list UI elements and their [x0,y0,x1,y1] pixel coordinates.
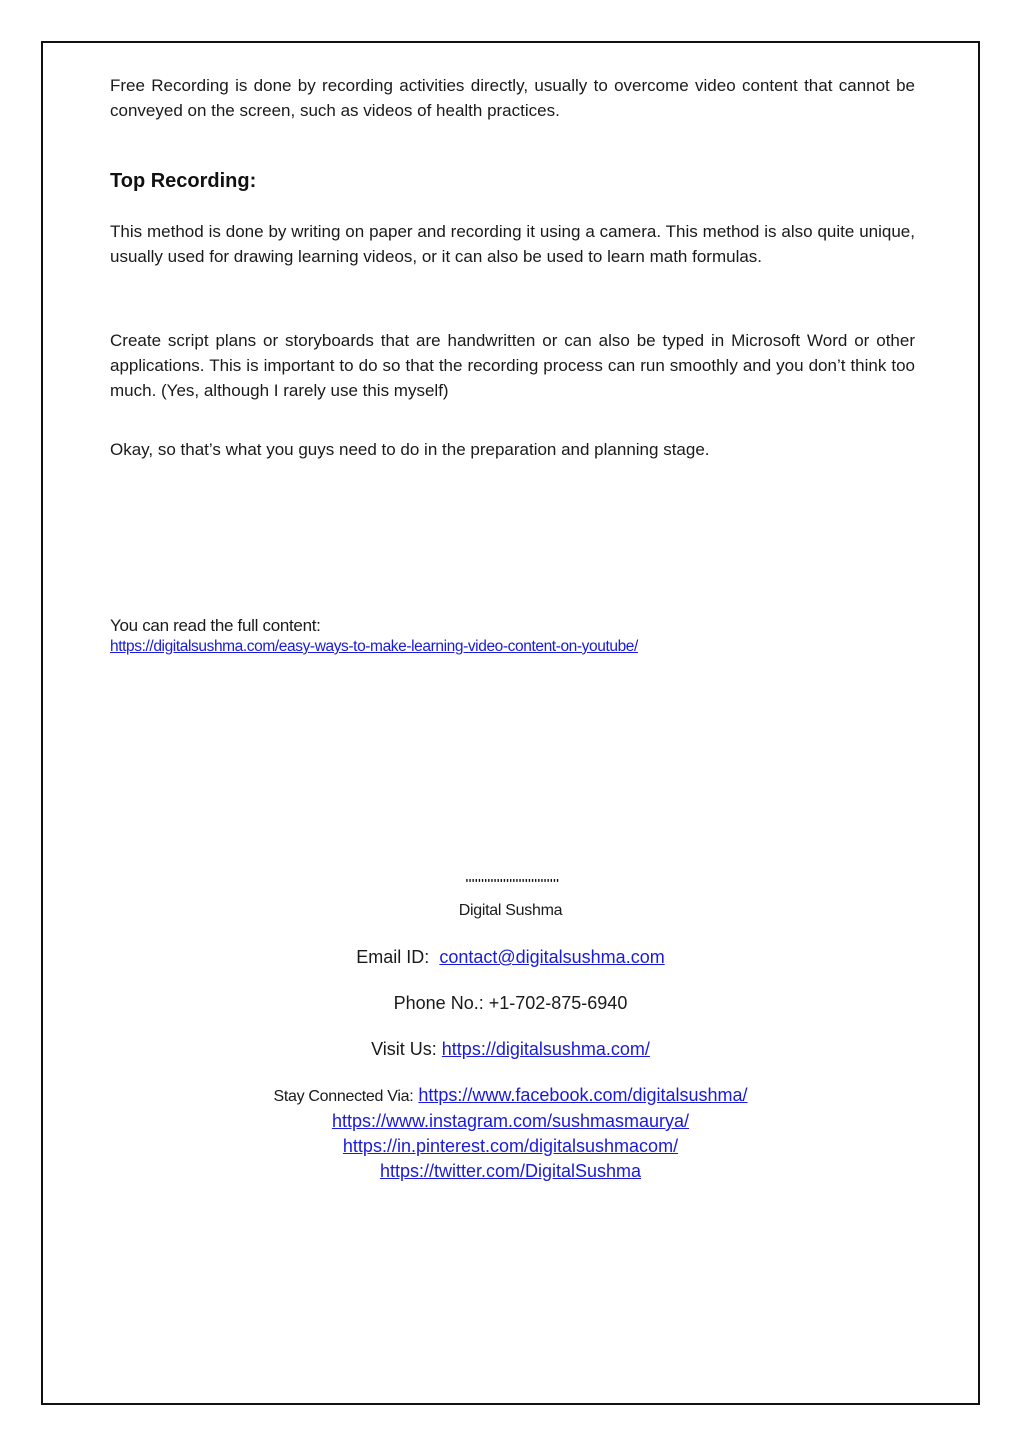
facebook-link[interactable]: https://www.facebook.com/digitalsushma/ [418,1085,748,1105]
email-link[interactable]: contact@digitalsushma.com [439,947,665,967]
read-more [110,615,915,657]
article-body [110,73,915,123]
visit-label: Visit Us: [371,1039,437,1059]
website-link[interactable]: https://digitalsushma.com/ [441,1039,650,1059]
email-line [41,945,980,969]
paragraph-top-recording: This method is done by writing on paper and recording it using a camera. This method is also quite unique, usually used for drawing learning videos, or it can also be used to learn math formulas. [110,222,915,266]
brand-name: Digital Sushma [458,902,563,919]
decorative-divider: '''''''''''''''''''''''''''''' [463,877,558,890]
phone-line [41,991,980,1015]
footer [41,878,980,1184]
section-heading: Top Recording: [110,170,257,192]
social-links [41,1083,980,1184]
phone-number: +1-702-875-6940 [488,993,628,1013]
instagram-link[interactable]: https://www.instagram.com/sushmasmaurya/ [331,1111,690,1131]
phone-label: Phone No.: [393,993,484,1013]
social-label: Stay Connected Via: [273,1088,414,1105]
section-top-recording [110,170,915,193]
visit-line [41,1037,980,1061]
paragraph-free-recording: Free Recording is done by recording activities directly, usually to overcome video content that cannot be conveyed on the screen, such as videos of health practices. [110,76,915,120]
pinterest-link[interactable]: https://in.pinterest.com/digitalsushmacom/ [342,1136,679,1156]
read-more-label: You can read the full content: [110,616,321,635]
paragraph-closing: Okay, so that’s what you guys need to do in the preparation and planning stage. [110,440,710,459]
twitter-link[interactable]: https://twitter.com/DigitalSushma [379,1161,642,1181]
email-label: Email ID: [356,947,430,967]
paragraph-script-plans: Create script plans or storyboards that are handwritten or can also be typed in Microsoft Word or other applications. This is important to do so that the recording process can run smoothly and you don’t think too much. (Yes, although I rarely use this myself) [110,331,915,400]
read-more-link[interactable]: https://digitalsushma.com/easy-ways-to-make-learning-video-content-on-youtube/ [110,638,638,655]
